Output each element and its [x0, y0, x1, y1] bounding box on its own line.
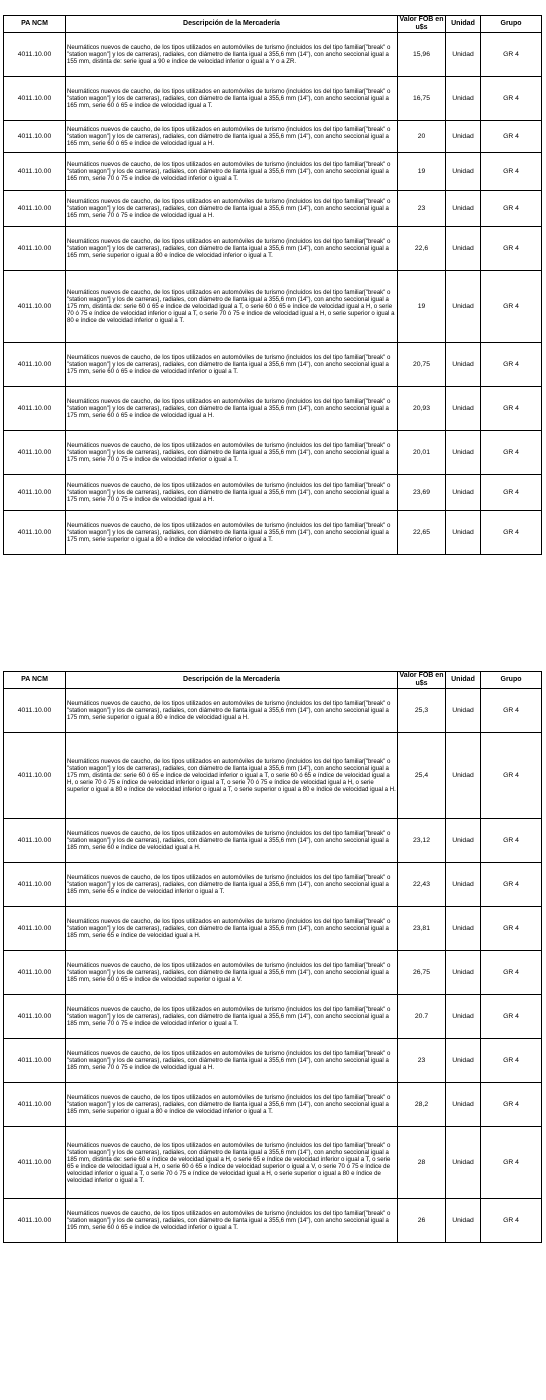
- description-cell: Neumáticos nuevos de caucho, de los tipos utilizados en automóviles de turismo (incluidos los del tipo familiar["break" o "station wagon"] y los de carreras), radiales, con diámetro de llanta igual a 355,6 mm (14"), con ancho seccional igual a 175 mm, serie 70 ó 75 e índice de velocidad inferior o igual a T.: [66, 431, 398, 475]
- table-row: [4, 387, 542, 431]
- description-cell: Neumáticos nuevos de caucho, de los tipos utilizados en automóviles de turismo (incluidos los del tipo familiar["break" o "station wagon"] y los de carreras), radiales, con diámetro de llanta igual a 355,6 mm (14"), con ancho seccional igual a 175 mm, serie superior o igual a 80 e índice de velocidad inferior o igual a T.: [66, 511, 398, 555]
- description-cell: Neumáticos nuevos de caucho, de los tipos utilizados en automóviles de turismo (incluidos los del tipo familiar["break" o "station wagon"] y los de carreras), radiales, con diámetro de llanta igual a 355,6 mm (14"), con ancho seccional igual a 175 mm, serie 60 ó 65 e índice de velocidad inferior o igual a T.: [66, 343, 398, 387]
- fob-value-cell: 20,01: [398, 431, 446, 475]
- unit-cell: Unidad: [446, 191, 481, 227]
- header-group: Grupo: [481, 672, 542, 689]
- ncm-cell: 4011.10.00: [4, 689, 66, 733]
- fob-value-cell: 20,93: [398, 387, 446, 431]
- ncm-cell: 4011.10.00: [4, 995, 66, 1039]
- table-row: [4, 475, 542, 511]
- group-cell: GR 4: [481, 33, 542, 77]
- table-row: [4, 77, 542, 121]
- description-cell: Neumáticos nuevos de caucho, de los tipos utilizados en automóviles de turismo (incluidos los del tipo familiar["break" o "station wagon"] y los de carreras), radiales, con diámetro de llanta igual a 355,6 mm (14"), con ancho seccional igual a 165 mm, serie 60 ó 65 e índice de velocidad igual a H.: [66, 121, 398, 153]
- unit-cell: Unidad: [446, 907, 481, 951]
- unit-cell: Unidad: [446, 33, 481, 77]
- description-cell: Neumáticos nuevos de caucho, de los tipos utilizados en automóviles de turismo (incluidos los del tipo familiar["break" o "station wagon"] y los de carreras), radiales, con diámetro de llanta igual a 355,6 mm (14"), con ancho seccional igual a 175 mm, distinta de: serie 60 ó 65 e índice de velocidad igual a T, o serie 60 ó 65 e índice de velocidad igual a H, o serie 70 ó 75 e índice de velocidad inferior o igual a T, o serie 70 ó 75 e índice de velocidad igual a H, o serie superior o igual a 80 e índice de velocidad inferior o igual a T.: [66, 271, 398, 343]
- header-fob-value: Valor FOB en u$s: [398, 672, 446, 689]
- fob-value-cell: 19: [398, 271, 446, 343]
- description-cell: Neumáticos nuevos de caucho, de los tipos utilizados en automóviles de turismo (incluidos los del tipo familiar["break" o "station wagon"] y los de carreras), radiales, con diámetro de llanta igual a 355,6 mm (14"), con ancho seccional igual a 185 mm, serie 65 e índice de velocidad igual a H.: [66, 907, 398, 951]
- group-cell: GR 4: [481, 511, 542, 555]
- table-row: [4, 511, 542, 555]
- unit-cell: Unidad: [446, 951, 481, 995]
- fob-value-cell: 26: [398, 1199, 446, 1243]
- ncm-cell: 4011.10.00: [4, 733, 66, 819]
- table-row: [4, 1039, 542, 1083]
- group-cell: GR 4: [481, 689, 542, 733]
- fob-value-cell: 26,75: [398, 951, 446, 995]
- table-row: [4, 33, 542, 77]
- description-cell: Neumáticos nuevos de caucho, de los tipos utilizados en automóviles de turismo (incluidos los del tipo familiar["break" o "station wagon"] y los de carreras), radiales, con diámetro de llanta igual a 355,6 mm (14"), con ancho seccional igual a 165 mm, serie 70 ó 75 e índice de velocidad igual a H.: [66, 191, 398, 227]
- description-cell: Neumáticos nuevos de caucho, de los tipos utilizados en automóviles de turismo (incluidos los del tipo familiar["break" o "station wagon"] y los de carreras), radiales, con diámetro de llanta igual a 355,6 mm (14"), con ancho seccional igual a 155 mm, distinta de: serie igual a 90 e índice de velocidad inferior o igual a Y o a ZR.: [66, 33, 398, 77]
- header-unit: Unidad: [446, 16, 481, 33]
- fob-value-cell: 23,12: [398, 819, 446, 863]
- fob-value-cell: 22,43: [398, 863, 446, 907]
- description-cell: Neumáticos nuevos de caucho, de los tipos utilizados en automóviles de turismo (incluidos los del tipo familiar["break" o "station wagon"] y los de carreras), radiales, con diámetro de llanta igual a 355,6 mm (14"), con ancho seccional igual a 185 mm, serie 60 e índice de velocidad igual a H.: [66, 819, 398, 863]
- description-cell: Neumáticos nuevos de caucho, de los tipos utilizados en automóviles de turismo (incluidos los del tipo familiar["break" o "station wagon"] y los de carreras), radiales, con diámetro de llanta igual a 355,6 mm (14"), con ancho seccional igual a 175 mm, serie superior o igual a 80 e índice de velocidad igual a H.: [66, 689, 398, 733]
- table-row: [4, 689, 542, 733]
- table-row: [4, 227, 542, 271]
- header-description: Descripción de la Mercadería: [66, 672, 398, 689]
- table-row: [4, 343, 542, 387]
- description-cell: Neumáticos nuevos de caucho, de los tipos utilizados en automóviles de turismo (incluidos los del tipo familiar["break" o "station wagon"] y los de carreras), radiales, con diámetro de llanta igual a 355,6 mm (14"), con ancho seccional igual a 185 mm, serie 65 e índice de velocidad inferior o igual a T.: [66, 863, 398, 907]
- group-cell: GR 4: [481, 863, 542, 907]
- description-cell: Neumáticos nuevos de caucho, de los tipos utilizados en automóviles de turismo (incluidos los del tipo familiar["break" o "station wagon"] y los de carreras), radiales, con diámetro de llanta igual a 355,6 mm (14"), con ancho seccional igual a 185 mm, distinta de: serie 60 e índice de velocidad igual a H, o serie 65 e índice de velocidad inferior o igual a T, o serie 65 e índice de velocidad igual a H, o serie 60 ó 65 e índice de velocidad superior o igual a V, o serie 70 ó 75 e índice de velocidad inferior o igual a T, o serie 70 ó 75 e índice de velocidad igual a H, o serie superior o igual a 80 e índice de velocidad inferior o igual a T.: [66, 1127, 398, 1199]
- description-cell: Neumáticos nuevos de caucho, de los tipos utilizados en automóviles de turismo (incluidos los del tipo familiar["break" o "station wagon"] y los de carreras), radiales, con diámetro de llanta igual a 355,6 mm (14"), con ancho seccional igual a 175 mm, serie 70 ó 75 e índice de velocidad igual a H.: [66, 475, 398, 511]
- fob-value-cell: 20.7: [398, 995, 446, 1039]
- ncm-cell: 4011.10.00: [4, 271, 66, 343]
- table-row: [4, 121, 542, 153]
- fob-value-cell: 20: [398, 121, 446, 153]
- fob-value-cell: 25,4: [398, 733, 446, 819]
- group-cell: GR 4: [481, 1127, 542, 1199]
- header-description: Descripción de la Mercadería: [66, 16, 398, 33]
- table-header-row: [4, 672, 542, 689]
- description-cell: Neumáticos nuevos de caucho, de los tipos utilizados en automóviles de turismo (incluidos los del tipo familiar["break" o "station wagon"] y los de carreras), radiales, con diámetro de llanta igual a 355,6 mm (14"), con ancho seccional igual a 185 mm, serie 60 ó 65 e índice de velocidad superior o igual a V.: [66, 951, 398, 995]
- ncm-cell: 4011.10.00: [4, 121, 66, 153]
- fob-value-cell: 19: [398, 153, 446, 191]
- ncm-cell: 4011.10.00: [4, 431, 66, 475]
- group-cell: GR 4: [481, 153, 542, 191]
- fob-value-cell: 23: [398, 1039, 446, 1083]
- header-pa-ncm: PA NCM: [4, 672, 66, 689]
- fob-value-cell: 15,96: [398, 33, 446, 77]
- fob-value-cell: 23,69: [398, 475, 446, 511]
- header-pa-ncm: PA NCM: [4, 16, 66, 33]
- group-cell: GR 4: [481, 121, 542, 153]
- group-cell: GR 4: [481, 733, 542, 819]
- ncm-cell: 4011.10.00: [4, 227, 66, 271]
- ncm-cell: 4011.10.00: [4, 1039, 66, 1083]
- ncm-cell: 4011.10.00: [4, 863, 66, 907]
- table-row: [4, 995, 542, 1039]
- ncm-cell: 4011.10.00: [4, 343, 66, 387]
- table-row: [4, 1083, 542, 1127]
- group-cell: GR 4: [481, 951, 542, 995]
- unit-cell: Unidad: [446, 863, 481, 907]
- ncm-cell: 4011.10.00: [4, 153, 66, 191]
- table-row: [4, 733, 542, 819]
- table-row: [4, 191, 542, 227]
- ncm-cell: 4011.10.00: [4, 33, 66, 77]
- ncm-cell: 4011.10.00: [4, 77, 66, 121]
- unit-cell: Unidad: [446, 153, 481, 191]
- table-row: [4, 819, 542, 863]
- table-header-row: [4, 16, 542, 33]
- tariff-table-1: [3, 15, 542, 555]
- table-row: [4, 951, 542, 995]
- header-unit: Unidad: [446, 672, 481, 689]
- unit-cell: Unidad: [446, 733, 481, 819]
- group-cell: GR 4: [481, 475, 542, 511]
- fob-value-cell: 28,2: [398, 1083, 446, 1127]
- unit-cell: Unidad: [446, 1199, 481, 1243]
- group-cell: GR 4: [481, 77, 542, 121]
- fob-value-cell: 22,65: [398, 511, 446, 555]
- group-cell: GR 4: [481, 819, 542, 863]
- description-cell: Neumáticos nuevos de caucho, de los tipos utilizados en automóviles de turismo (incluidos los del tipo familiar["break" o "station wagon"] y los de carreras), radiales, con diámetro de llanta igual a 355,6 mm (14"), con ancho seccional igual a 185 mm, serie 70 ó 75 e índice de velocidad inferior o igual a T.: [66, 995, 398, 1039]
- table-row: [4, 271, 542, 343]
- unit-cell: Unidad: [446, 227, 481, 271]
- table-row: [4, 1127, 542, 1199]
- table-row: [4, 153, 542, 191]
- group-cell: GR 4: [481, 387, 542, 431]
- header-fob-value: Valor FOB en u$s: [398, 16, 446, 33]
- ncm-cell: 4011.10.00: [4, 475, 66, 511]
- header-group: Grupo: [481, 16, 542, 33]
- ncm-cell: 4011.10.00: [4, 1199, 66, 1243]
- group-cell: GR 4: [481, 271, 542, 343]
- tariff-table-2: [3, 671, 542, 1243]
- group-cell: GR 4: [481, 431, 542, 475]
- unit-cell: Unidad: [446, 387, 481, 431]
- ncm-cell: 4011.10.00: [4, 951, 66, 995]
- group-cell: GR 4: [481, 343, 542, 387]
- table-row: [4, 863, 542, 907]
- fob-value-cell: 23,81: [398, 907, 446, 951]
- unit-cell: Unidad: [446, 995, 481, 1039]
- fob-value-cell: 20,75: [398, 343, 446, 387]
- group-cell: GR 4: [481, 907, 542, 951]
- group-cell: GR 4: [481, 1039, 542, 1083]
- unit-cell: Unidad: [446, 271, 481, 343]
- ncm-cell: 4011.10.00: [4, 387, 66, 431]
- unit-cell: Unidad: [446, 343, 481, 387]
- unit-cell: Unidad: [446, 1039, 481, 1083]
- group-cell: GR 4: [481, 1083, 542, 1127]
- group-cell: GR 4: [481, 191, 542, 227]
- ncm-cell: 4011.10.00: [4, 907, 66, 951]
- table-row: [4, 1199, 542, 1243]
- fob-value-cell: 25,3: [398, 689, 446, 733]
- unit-cell: Unidad: [446, 1127, 481, 1199]
- unit-cell: Unidad: [446, 121, 481, 153]
- description-cell: Neumáticos nuevos de caucho, de los tipos utilizados en automóviles de turismo (incluidos los del tipo familiar["break" o "station wagon"] y los de carreras), radiales, con diámetro de llanta igual a 355,6 mm (14"), con ancho seccional igual a 175 mm, distinta de: serie 60 ó 65 e índice de velocidad inferior o igual a T, o serie 60 ó 65 e índice de velocidad igual a H, o serie 70 ó 75 e índice de velocidad inferior o igual a T, o serie 70 ó 75 e índice de velocidad igual a H, o serie superior o igual a 80 e índice de velocidad inferior o igual a T, o serie superior o igual a 80 e índice de velocidad igual a H.: [66, 733, 398, 819]
- table-row: [4, 431, 542, 475]
- group-cell: GR 4: [481, 995, 542, 1039]
- ncm-cell: 4011.10.00: [4, 1083, 66, 1127]
- unit-cell: Unidad: [446, 1083, 481, 1127]
- fob-value-cell: 23: [398, 191, 446, 227]
- ncm-cell: 4011.10.00: [4, 511, 66, 555]
- unit-cell: Unidad: [446, 77, 481, 121]
- unit-cell: Unidad: [446, 511, 481, 555]
- description-cell: Neumáticos nuevos de caucho, de los tipos utilizados en automóviles de turismo (incluidos los del tipo familiar["break" o "station wagon"] y los de carreras), radiales, con diámetro de llanta igual a 355,6 mm (14"), con ancho seccional igual a 165 mm, serie superior o igual a 80 e índice de velocidad inferior o igual a T.: [66, 227, 398, 271]
- description-cell: Neumáticos nuevos de caucho, de los tipos utilizados en automóviles de turismo (incluidos los del tipo familiar["break" o "station wagon"] y los de carreras), radiales, con diámetro de llanta igual a 355,6 mm (14"), con ancho seccional igual a 185 mm, serie superior o igual a 80 e índice de velocidad inferior o igual a T.: [66, 1083, 398, 1127]
- unit-cell: Unidad: [446, 475, 481, 511]
- fob-value-cell: 16,75: [398, 77, 446, 121]
- ncm-cell: 4011.10.00: [4, 819, 66, 863]
- unit-cell: Unidad: [446, 689, 481, 733]
- fob-value-cell: 22,6: [398, 227, 446, 271]
- group-cell: GR 4: [481, 1199, 542, 1243]
- fob-value-cell: 28: [398, 1127, 446, 1199]
- description-cell: Neumáticos nuevos de caucho, de los tipos utilizados en automóviles de turismo (incluidos los del tipo familiar["break" o "station wagon"] y los de carreras), radiales, con diámetro de llanta igual a 355,6 mm (14"), con ancho seccional igual a 175 mm, serie 60 ó 65 e índice de velocidad igual a H.: [66, 387, 398, 431]
- description-cell: Neumáticos nuevos de caucho, de los tipos utilizados en automóviles de turismo (incluidos los del tipo familiar["break" o "station wagon"] y los de carreras), radiales, con diámetro de llanta igual a 355,6 mm (14"), con ancho seccional igual a 195 mm, serie 60 ó 65 e índice de velocidad inferior o igual a T.: [66, 1199, 398, 1243]
- ncm-cell: 4011.10.00: [4, 1127, 66, 1199]
- description-cell: Neumáticos nuevos de caucho, de los tipos utilizados en automóviles de turismo (incluidos los del tipo familiar["break" o "station wagon"] y los de carreras), radiales, con diámetro de llanta igual a 355,6 mm (14"), con ancho seccional igual a 185 mm, serie 70 ó 75 e índice de velocidad igual a H.: [66, 1039, 398, 1083]
- description-cell: Neumáticos nuevos de caucho, de los tipos utilizados en automóviles de turismo (incluidos los del tipo familiar["break" o "station wagon"] y los de carreras), radiales, con diámetro de llanta igual a 355,6 mm (14"), con ancho seccional igual a 165 mm, serie 60 ó 65 e índice de velocidad igual a T.: [66, 77, 398, 121]
- table-row: [4, 907, 542, 951]
- unit-cell: Unidad: [446, 431, 481, 475]
- unit-cell: Unidad: [446, 819, 481, 863]
- description-cell: Neumáticos nuevos de caucho, de los tipos utilizados en automóviles de turismo (incluidos los del tipo familiar["break" o "station wagon"] y los de carreras), radiales, con diámetro de llanta igual a 355,6 mm (14"), con ancho seccional igual a 165 mm, serie 70 ó 75 e índice de velocidad inferior o igual a T.: [66, 153, 398, 191]
- group-cell: GR 4: [481, 227, 542, 271]
- ncm-cell: 4011.10.00: [4, 191, 66, 227]
